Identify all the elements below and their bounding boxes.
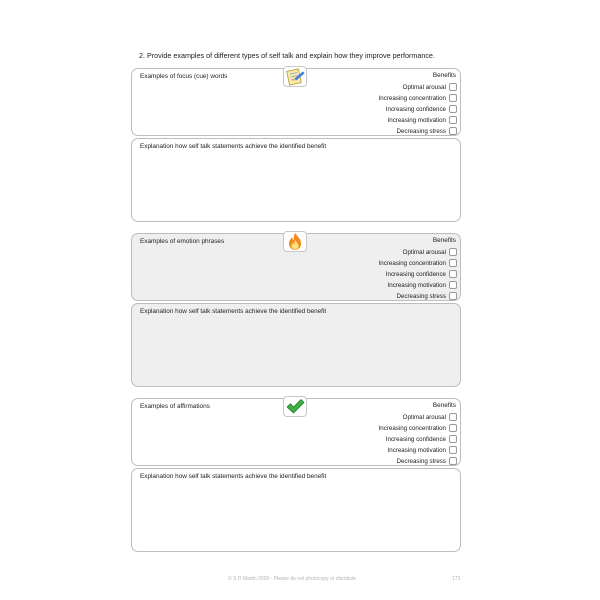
question-heading: 2. Provide examples of different types of self talk and explain how they improve performance.	[139, 51, 435, 60]
affirmations-explanation-box[interactable]	[131, 468, 461, 552]
benefit-increasing-confidence[interactable]	[386, 434, 457, 444]
benefit-checkbox[interactable]	[449, 424, 457, 432]
benefit-decreasing-stress[interactable]	[396, 126, 457, 136]
benefit-optimal-arousal[interactable]	[403, 247, 457, 257]
focus-words-explanation-box[interactable]	[131, 138, 461, 222]
benefit-increasing-motivation[interactable]	[388, 115, 457, 125]
benefit-label: Increasing confidence	[385, 270, 446, 278]
benefit-increasing-confidence[interactable]	[386, 269, 457, 279]
benefit-checkbox[interactable]	[449, 270, 457, 278]
benefits-heading: Benefits	[432, 237, 456, 244]
benefit-label: Optimal arousal	[402, 248, 446, 256]
benefit-checkbox[interactable]	[449, 83, 457, 91]
emotion-phrases-explanation-box[interactable]	[131, 303, 461, 387]
benefit-checkbox[interactable]	[449, 105, 457, 113]
benefit-optimal-arousal[interactable]	[403, 82, 457, 92]
benefit-label: Increasing concentration	[378, 259, 446, 267]
focus-words-title: Examples of focus (cue) words	[140, 73, 228, 80]
benefit-label: Decreasing stress	[396, 127, 446, 135]
benefit-checkbox[interactable]	[449, 435, 457, 443]
benefit-label: Optimal arousal	[402, 413, 446, 421]
flame-icon	[283, 231, 307, 252]
benefit-label: Increasing confidence	[385, 435, 446, 443]
benefit-increasing-concentration[interactable]	[379, 423, 457, 433]
explanation-label: Explanation how self talk statements achieve the identified benefit	[140, 308, 327, 315]
emotion-phrases-title: Examples of emotion phrases	[140, 238, 225, 245]
green-checkmark-icon	[283, 396, 307, 417]
benefit-increasing-motivation[interactable]	[388, 445, 457, 455]
benefit-checkbox[interactable]	[449, 292, 457, 300]
benefit-label: Increasing motivation	[387, 116, 446, 124]
focus-words-box[interactable]	[131, 68, 461, 136]
benefit-checkbox[interactable]	[449, 127, 457, 135]
page-number: 173	[452, 576, 461, 582]
benefit-checkbox[interactable]	[449, 446, 457, 454]
affirmations-title: Examples of affirmations	[140, 403, 210, 410]
benefit-label: Optimal arousal	[402, 83, 446, 91]
benefit-checkbox[interactable]	[449, 248, 457, 256]
benefit-optimal-arousal[interactable]	[403, 412, 457, 422]
benefits-heading: Benefits	[432, 72, 456, 79]
benefit-label: Increasing concentration	[378, 424, 446, 432]
benefit-increasing-concentration[interactable]	[379, 258, 457, 268]
benefit-checkbox[interactable]	[449, 457, 457, 465]
benefit-checkbox[interactable]	[449, 413, 457, 421]
benefit-checkbox[interactable]	[449, 116, 457, 124]
copyright-footer: © S D Martin 2026 - Please do not photocopy or distribute	[228, 576, 357, 582]
explanation-label: Explanation how self talk statements achieve the identified benefit	[140, 143, 327, 150]
benefit-label: Decreasing stress	[396, 457, 446, 465]
benefit-increasing-confidence[interactable]	[386, 104, 457, 114]
emotion-phrases-box[interactable]	[131, 233, 461, 301]
explanation-label: Explanation how self talk statements achieve the identified benefit	[140, 473, 327, 480]
benefit-increasing-concentration[interactable]	[379, 93, 457, 103]
benefit-label: Decreasing stress	[396, 292, 446, 300]
benefit-increasing-motivation[interactable]	[388, 280, 457, 290]
benefit-label: Increasing confidence	[385, 105, 446, 113]
benefit-checkbox[interactable]	[449, 94, 457, 102]
benefit-decreasing-stress[interactable]	[396, 291, 457, 301]
notepad-pencil-icon	[283, 66, 307, 87]
benefits-heading: Benefits	[432, 402, 456, 409]
affirmations-box[interactable]	[131, 398, 461, 466]
benefit-checkbox[interactable]	[449, 259, 457, 267]
benefit-decreasing-stress[interactable]	[396, 456, 457, 466]
benefit-label: Increasing motivation	[387, 281, 446, 289]
benefit-label: Increasing concentration	[378, 94, 446, 102]
benefit-checkbox[interactable]	[449, 281, 457, 289]
benefit-label: Increasing motivation	[387, 446, 446, 454]
